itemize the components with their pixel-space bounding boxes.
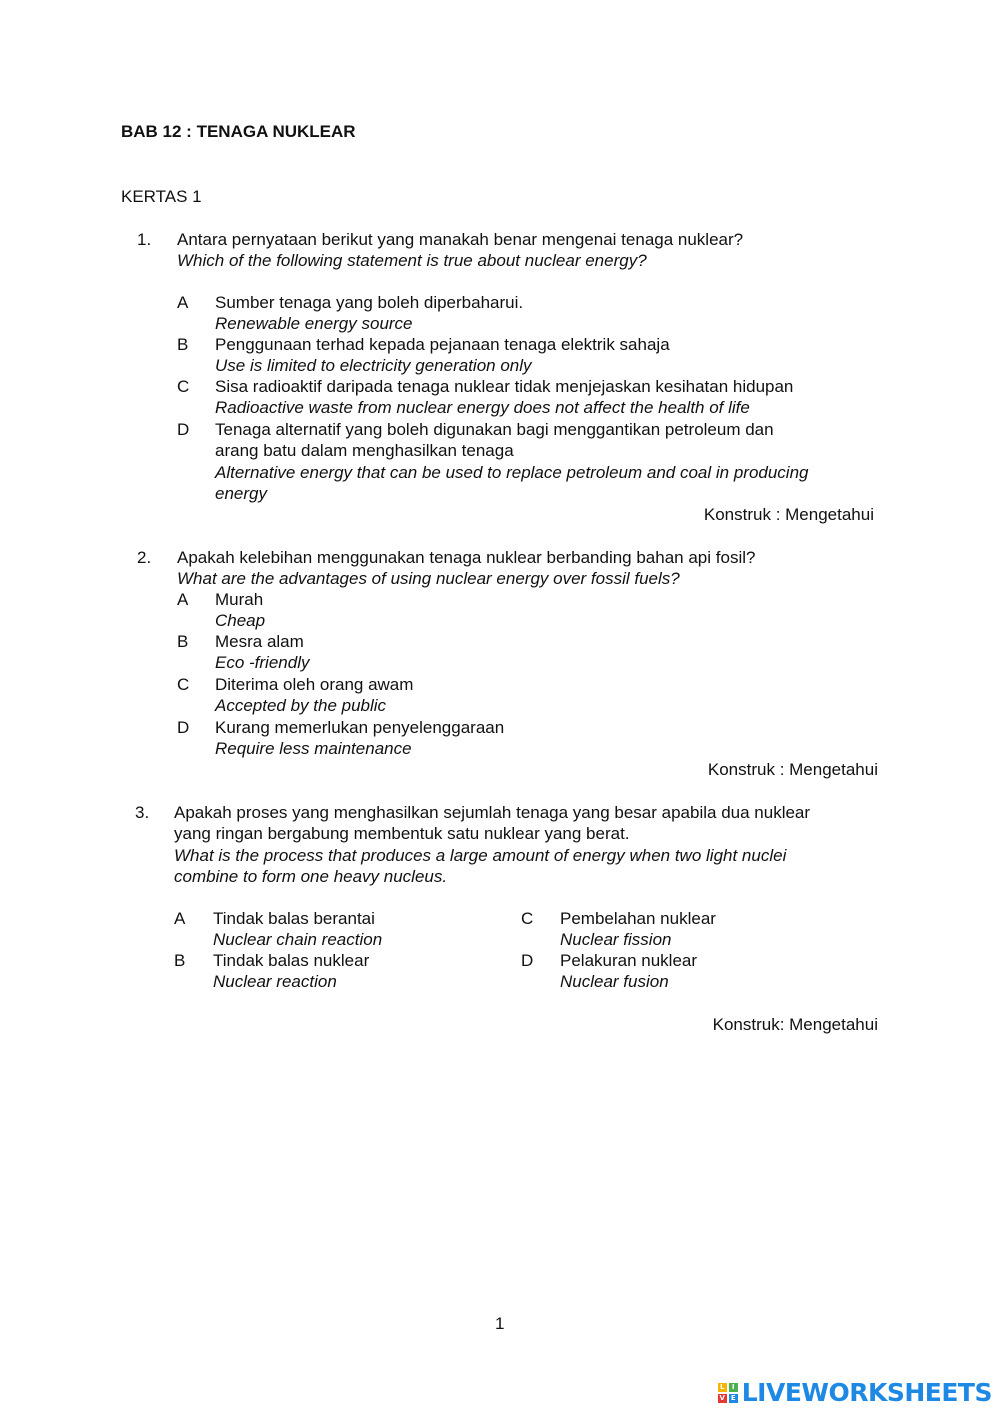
question-number: 3. [135,803,150,822]
option-text-en: Require less maintenance [215,739,412,758]
option-text-ms: arang batu dalam menghasilkan tenaga [215,441,514,460]
question-stem-en: Which of the following statement is true about nuclear energy? [177,251,647,270]
brand-tile: V [719,1394,725,1402]
option-letter: D [177,718,190,737]
page-number: 1 [495,1314,505,1333]
option-text-en: Alternative energy that can be used to replace petroleum and coal in producing [215,463,809,482]
question-stem-en: What are the advantages of using nuclear energy over fossil fuels? [177,569,680,588]
option-letter: C [177,377,190,396]
construct-label: Konstruk: Mengetahui [712,1015,878,1034]
option-text-en: Nuclear reaction [213,972,337,991]
question-number: 2. [137,548,152,567]
option-text-ms: Sumber tenaga yang boleh diperbaharui. [215,293,524,312]
brand-tile: E [729,1394,738,1403]
question-stem-ms: Apakah proses yang menghasilkan sejumlah tenaga yang besar apabila dua nuklear [174,803,811,822]
option-text-ms: Murah [215,590,264,609]
option-text-ms: Diterima oleh orang awam [215,675,414,694]
question-stem-en: combine to form one heavy nucleus. [174,867,448,886]
option-text-ms: Tindak balas nuklear [213,951,370,970]
construct-label: Konstruk : Mengetahui [703,505,874,524]
option-text-en: energy [215,484,267,503]
brand-tile: I [729,1383,738,1392]
option-text-ms: Tindak balas berantai [213,909,375,928]
question-number: 1. [137,230,152,249]
paper-label: KERTAS 1 [121,187,202,206]
option-text-en: Radioactive waste from nuclear energy does not affect the health of life [215,398,750,417]
option-text-en: Nuclear chain reaction [213,930,383,949]
option-text-ms: Pembelahan nuklear [560,909,716,928]
liveworksheets-logo[interactable] [718,1378,992,1407]
option-letter: D [521,951,534,970]
option-text-ms: Mesra alam [215,632,304,651]
option-text-en: Nuclear fusion [560,972,669,991]
option-text-ms: Sisa radioaktif daripada tenaga nuklear tidak menjejaskan kesihatan hidupan [215,377,794,396]
question-stem-ms: Apakah kelebihan menggunakan tenaga nuklear berbanding bahan api fosil? [177,548,756,567]
construct-label: Konstruk : Mengetahui [707,760,878,779]
option-letter: B [177,632,189,651]
option-text-ms: Kurang memerlukan penyelenggaraan [215,718,505,737]
brand-icon [718,1383,738,1403]
option-text-en: Cheap [215,611,266,630]
option-letter: A [174,909,186,928]
option-letter: B [177,335,189,354]
option-letter: D [177,420,190,439]
option-text-ms: Pelakuran nuklear [560,951,698,970]
question-stem-en: What is the process that produces a large amount of energy when two light nuclei [174,846,787,865]
option-letter: A [177,590,189,609]
question-stem-ms: Antara pernyataan berikut yang manakah benar mengenai tenaga nuklear? [177,230,744,249]
option-text-en: Accepted by the public [215,696,387,715]
option-text-en: Eco -friendly [215,653,310,672]
page-title: BAB 12 : TENAGA NUKLEAR [121,122,356,141]
brand-name: LIVEWORKSHEETS [741,1378,992,1407]
option-letter: A [177,293,189,312]
option-letter: B [174,951,186,970]
option-text-ms: Tenaga alternatif yang boleh digunakan bagi menggantikan petroleum dan [215,420,774,439]
option-text-ms: Penggunaan terhad kepada pejanaan tenaga elektrik sahaja [215,335,670,354]
brand-tile: L [718,1383,727,1392]
option-letter: C [177,675,190,694]
option-letter: C [521,909,534,928]
option-text-en: Renewable energy source [215,314,413,333]
option-text-en: Nuclear fission [560,930,672,949]
question-stem-ms: yang ringan bergabung membentuk satu nuklear yang berat. [174,824,630,843]
option-text-en: Use is limited to electricity generation only [215,356,532,375]
